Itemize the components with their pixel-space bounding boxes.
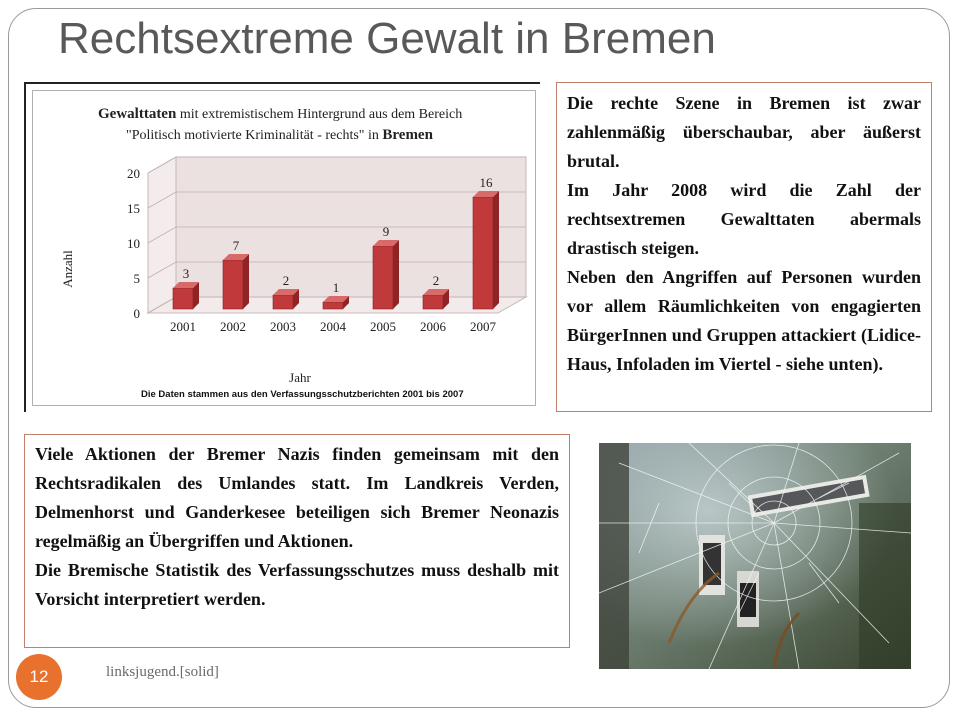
- photo-illustration: [599, 443, 911, 669]
- x-axis-label: Jahr: [289, 370, 311, 385]
- slide-title: Rechtsextreme Gewalt in Bremen: [58, 14, 716, 63]
- right-text-box: [556, 82, 932, 412]
- chart-title-line2: [126, 127, 434, 143]
- chart-title-line2-bold: Bremen: [382, 127, 433, 143]
- x-tick-label: 2007: [470, 319, 496, 334]
- data-label-2006: 2: [432, 273, 440, 288]
- bar-side-2002: [243, 254, 249, 309]
- chart-title-line1: [98, 106, 462, 122]
- bar-2001: [173, 288, 193, 309]
- y-tick-label: 15: [127, 201, 140, 216]
- y-tick-label: 0: [133, 306, 140, 321]
- x-tick-label: 2006: [420, 319, 446, 334]
- data-label-2004: 1: [332, 280, 340, 295]
- left-paragraph-1: Viele Aktionen der Bremer Nazis finden gemeinsam mit den Rechtsradikalen des Umlandes statt. Im Landkreis Verden, Delmenhorst und Ganderkesee beteiligen sich Bremer Neonazis regelmäßig an Übergriffen und Aktionen.: [35, 444, 559, 551]
- bar-side-2007: [493, 191, 499, 309]
- chart-source-note: Die Daten stammen aus den Verfassungsschutzberichten 2001 bis 2007: [141, 389, 464, 400]
- bar-2003: [273, 295, 293, 309]
- data-label-2001: 3: [182, 266, 190, 281]
- x-tick-label: 2002: [220, 319, 246, 334]
- y-tick-label: 10: [127, 236, 140, 251]
- y-axis-label: Anzahl: [60, 250, 75, 288]
- bar-2006: [423, 295, 443, 309]
- data-label-2002: 7: [232, 238, 240, 253]
- data-label-2005: 9: [382, 224, 390, 239]
- bar-2002: [223, 260, 243, 309]
- bar-2005: [373, 246, 393, 309]
- x-tick-label: 2003: [270, 319, 296, 334]
- x-tick-label: 2004: [320, 319, 346, 334]
- left-paragraph-2: Die Bremische Statistik des Verfassungsschutzes muss deshalb mit Vorsicht interpretiert werden.: [35, 560, 559, 609]
- smashed-window-photo: [599, 443, 911, 669]
- footer-text: linksjugend.[solid]: [106, 664, 219, 680]
- bar-side-2005: [393, 240, 399, 309]
- right-paragraph-3: Neben den Angriffen auf Personen wurden vor allem Räumlichkeiten von engagierten BürgerInnen und Gruppen attackiert (Lidice-Haus, Infoladen im Viertel - siehe unten).: [567, 267, 921, 374]
- left-text-box: [24, 434, 570, 648]
- bar-chart: [26, 84, 542, 414]
- chart-panel: [24, 82, 540, 412]
- x-tick-label: 2005: [370, 319, 396, 334]
- chart-title-line2-text: "Politisch motivierte Kriminalität - rechts" in: [126, 128, 383, 143]
- data-label-2003: 2: [282, 273, 290, 288]
- data-label-2007: 16: [479, 175, 493, 190]
- y-tick-label: 20: [127, 166, 140, 181]
- y-tick-label: 5: [133, 271, 140, 286]
- chart-title-bold: Gewalttaten: [98, 106, 177, 122]
- bar-2004: [323, 302, 343, 309]
- page-number-badge: 12: [16, 654, 62, 700]
- bar-2007: [473, 197, 493, 309]
- x-tick-label: 2001: [170, 319, 196, 334]
- right-paragraph-2: Im Jahr 2008 wird die Zahl der rechtsextremen Gewalttaten abermals drastisch steigen.: [567, 180, 921, 258]
- right-paragraph-1: Die rechte Szene in Bremen ist zwar zahlenmäßig überschaubar, aber äußerst brutal.: [567, 93, 921, 171]
- chart-title-rest: mit extremistischem Hintergrund aus dem Bereich: [176, 107, 463, 122]
